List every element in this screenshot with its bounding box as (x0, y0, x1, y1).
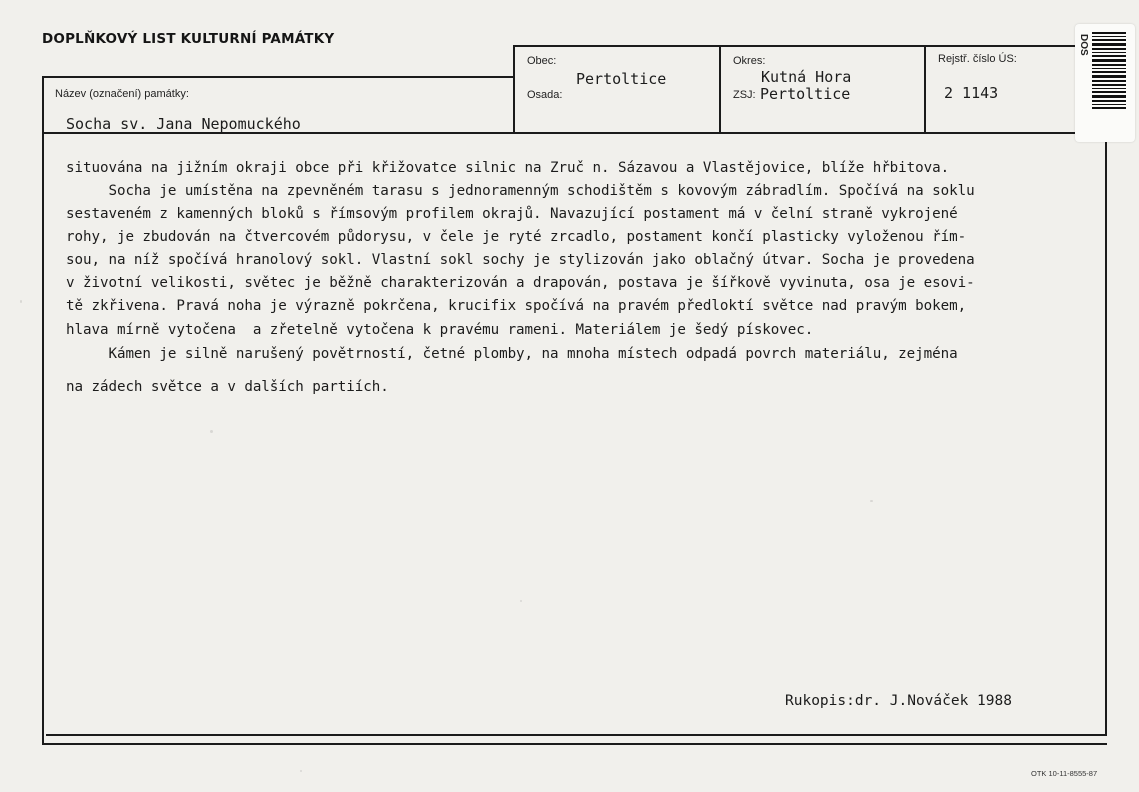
body-line: Socha je umístěna na zpevněném tarasu s jednoramenným schodištěm s kovovým zábradlím. Spočívá na soklu (66, 183, 975, 199)
body-line: sou, na níž spočívá hranolový sokl. Vlastní sokl sochy je stylizován jako oblačný útvar. Socha je provedena (66, 252, 975, 268)
form-title: DOPLŇKOVÝ LIST KULTURNÍ PAMÁTKY (42, 31, 335, 47)
okres-value: Kutná Hora (761, 68, 852, 86)
body-line: situována na jižním okraji obce při křižovatce silnic na Zruč n. Sázavou a Vlastějovice, blíže hřbitova. (66, 160, 950, 176)
scan-speck (300, 770, 302, 772)
signature: Rukopis:dr. J.Nováček 1988 (785, 693, 1012, 709)
body-line: na zádech světce a v dalších partiích. (66, 379, 389, 395)
nazev-label: Název (označení) památky: (55, 88, 189, 100)
top-border-left (42, 76, 514, 78)
barcode-icon (1092, 32, 1126, 111)
bottom-border (42, 743, 1107, 745)
nazev-value: Socha sv. Jana Nepomuckého (66, 115, 301, 133)
print-code: OTK 10-11-8555-87 (1031, 769, 1098, 778)
rejstr-label: Rejstř. číslo ÚS: (938, 53, 1017, 65)
left-border (42, 76, 44, 744)
obec-value: Pertoltice (576, 70, 667, 88)
scan-speck (870, 500, 873, 502)
divider-okres (719, 45, 721, 133)
zsj-value: Pertoltice (760, 85, 851, 103)
body-line: hlava mírně vytočena a zřetelně vytočena k pravému rameni. Materiálem je šedý pískovec. (66, 322, 814, 338)
body-line: rohy, je zbudován na čtvercovém půdorysu, v čele je ryté zrcadlo, postament končí plasticky vyloženou řím- (66, 229, 967, 245)
obec-label: Obec: (527, 55, 557, 67)
zsj-label: ZSJ: (733, 89, 756, 101)
divider-obec (513, 45, 515, 133)
scan-speck (210, 430, 213, 433)
rejstr-value: 2 1143 (944, 84, 999, 102)
okres-label: Okres: (733, 55, 766, 67)
scan-speck (520, 600, 522, 602)
top-border-right (513, 45, 1075, 47)
osada-label: Osada: (527, 89, 563, 101)
body-line: sestaveném z kamenných bloků s římsovým profilem okrajů. Navazující postament má v čelní straně vykrojené (66, 206, 958, 222)
body-line: v životní velikosti, světec je běžně charakterizován a drapován, postava je šířkově vyvinuta, osa je esovi- (66, 275, 975, 291)
scan-speck (20, 300, 22, 303)
right-border (1105, 132, 1107, 736)
bottom-border-inner (46, 734, 1107, 736)
barcode-tag-text: DOS (1078, 34, 1089, 56)
body-line: Kámen je silně narušený povětrností, četné plomby, na mnoha místech odpadá povrch materiálu, zejména (66, 346, 958, 362)
body-line: tě zkřivena. Pravá noha je výrazně pokrčena, krucifix spočívá na pravém předloktí světce nad pravým bokem, (66, 298, 967, 314)
divider-rejstr (924, 45, 926, 133)
